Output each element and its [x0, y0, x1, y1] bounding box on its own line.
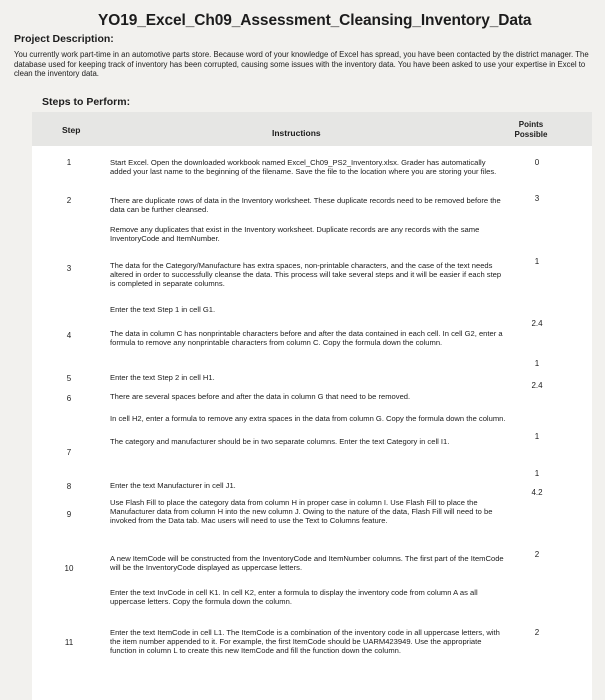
step-points: 1	[534, 359, 540, 368]
step-points: 0	[534, 158, 540, 167]
step-number: 5	[66, 374, 72, 383]
step-points: 2.4	[531, 381, 543, 390]
step-instruction: Remove any duplicates that exist in the Inventory worksheet. Duplicate records are any records with the same InventoryCode and ItemNumber.	[110, 225, 480, 244]
step-instruction: There are several spaces before and after the data in column G that need to be removed.	[110, 392, 411, 401]
step-instruction: In cell H2, enter a formula to remove any extra spaces in the data from column G. Copy the formula down the column.	[110, 414, 506, 423]
steps-table	[32, 112, 592, 700]
step-number: 10	[64, 564, 74, 573]
step-points: 2	[534, 628, 540, 637]
step-instruction: Enter the text Step 2 in cell H1.	[110, 373, 215, 382]
step-number: 1	[66, 158, 72, 167]
step-points: 2	[534, 550, 540, 559]
step-number: 11	[64, 638, 74, 647]
header-instructions: Instructions	[272, 128, 321, 138]
project-description-label: Project Description:	[14, 33, 114, 45]
step-instruction: The data in column C has nonprintable characters before and after the data contained in each cell. In cell G2, enter a formula to remove any nonprintable characters from column C. Copy the formula down the column.	[110, 329, 503, 348]
step-number: 2	[66, 196, 72, 205]
document-title: YO19_Excel_Ch09_Assessment_Cleansing_Inventory_Data	[98, 12, 532, 29]
step-points: 1	[534, 257, 540, 266]
project-description-text: You currently work part-time in an automotive parts store. Because word of your knowledge of Excel has spread, you have been contacted by the district manager. The database used for keeping track of inventory has been corrupted, causing some issues with the inventory data. You have been asked to use your expertise in Excel to clean the inventory data.	[14, 50, 589, 79]
step-instruction: Enter the text Manufacturer in cell J1.	[110, 481, 236, 490]
header-points-possible: Points Possible	[514, 120, 548, 139]
step-instruction: Enter the text ItemCode in cell L1. The ItemCode is a combination of the inventory code in all uppercase letters, with the item number appended to it. For example, the first ItemCode should be UARM423949. Use the appropriate function in column L to create this new ItemCode and fill the function down the column.	[110, 628, 500, 656]
step-number: 9	[66, 510, 72, 519]
step-instruction: Use Flash Fill to place the category data from column H in proper case in column I. Use Flash Fill to place the Manufacturer data from column H into the new column J. Owing to the nature of the data, Flash Fill will need to be invoked from the Data tab. Mac users will need to use the Text to Columns feature.	[110, 498, 493, 526]
step-points: 3	[534, 194, 540, 203]
steps-label: Steps to Perform:	[42, 96, 131, 108]
step-instruction: Enter the text Step 1 in cell G1.	[110, 305, 216, 314]
step-instruction: A new ItemCode will be constructed from the InventoryCode and ItemNumber columns. The first part of the ItemCode will be the InventoryCode displayed as uppercase letters.	[110, 554, 504, 573]
step-instruction: Enter the text InvCode in cell K1. In cell K2, enter a formula to display the inventory code from column A as all uppercase letters. Copy the formula down the column.	[110, 588, 478, 607]
step-points: 1	[534, 469, 540, 478]
step-number: 6	[66, 394, 72, 403]
step-number: 8	[66, 482, 72, 491]
step-points: 2.4	[531, 319, 543, 328]
table-header	[32, 112, 592, 146]
step-instruction: The data for the Category/Manufacture has extra spaces, non-printable characters, and the case of the text needs altered in order to successfully cleanse the data. This process will take several steps and it will be easier if each step is completed in separate columns.	[110, 261, 502, 289]
step-instruction: The category and manufacturer should be in two separate columns. Enter the text Category in cell I1.	[110, 437, 450, 446]
step-number: 4	[66, 331, 72, 340]
step-number: 3	[66, 264, 72, 273]
step-points: 1	[534, 432, 540, 441]
step-instruction: Start Excel. Open the downloaded workbook named Excel_Ch09_PS2_Inventory.xlsx. Grader has automatically added your last name to the beginning of the filename. Save the file to the location where you are storing your files.	[110, 158, 497, 177]
step-number: 7	[66, 448, 72, 457]
step-instruction: There are duplicate rows of data in the Inventory worksheet. These duplicate records need to be removed before the data can be further cleansed.	[110, 196, 501, 215]
step-points: 4.2	[531, 488, 543, 497]
header-step: Step	[62, 125, 81, 135]
